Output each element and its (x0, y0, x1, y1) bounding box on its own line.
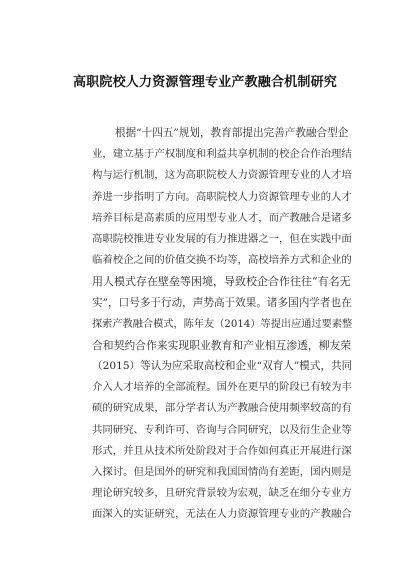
body-line: 探索产教融合模式，陈年友（2014）等提出应通过要素整 (92, 318, 353, 330)
document-body (92, 123, 352, 526)
body-line: 高职院校推进专业发展的有力推进器之一，但在实践中面 (92, 232, 352, 245)
body-line: 实”，口号多于行动，声势高于效果。诸多国内学者也在 (92, 296, 352, 309)
body-line: 硕的研究成果，部分学者认为产教融合使用频率较高的有 (92, 402, 352, 415)
body-line: 理论研究较多，且研究背景较为宏观，缺乏在细分专业方 (92, 487, 352, 500)
body-line: 介入人才培养的全部流程。国外在更早的阶段已有较为丰 (92, 381, 352, 394)
body-line: 根据“十四五”规划，教育部提出完善产教融合型企 (115, 127, 349, 139)
body-line: （2015）等认为应采取高校和企业“双育人”模式，共同 (92, 360, 353, 373)
body-line: 面深入的实证研究，无法在人力资源管理专业的产教融合 (92, 508, 352, 521)
body-line: 共同研究、专利许可、咨询与合同研究，以及衍生企业等 (92, 423, 352, 436)
body-line: 养进一步指明了方向。高职院校人力资源管理专业的人才 (92, 190, 352, 203)
body-line: 业，建立基于产权制度和利益共享机制的校企合作治理结 (92, 148, 352, 161)
body-line: 构与运行机制，这为高职院校人力资源管理专业的人才培 (92, 169, 352, 182)
body-line: 培养目标是高素质的应用型专业人才，而产教融合是诸多 (92, 211, 352, 224)
body-line: 入探讨。但是国外的研究和我国国情尚有差距，国内则是 (92, 466, 352, 478)
body-line: 临着校企之间的价值交换不均等，高校培养方式和企业的 (92, 254, 352, 267)
document-title: 高职院校人力资源管理专业产教融合机制研究 (72, 75, 337, 90)
body-line: 形式，并且从技术所处阶段对于合作如何真正开展进行深 (92, 444, 352, 457)
body-line: 用人模式存在壁垒等困境，导致校企合作往往“有名无 (92, 275, 351, 289)
body-line: 合和契约合作来实现职业教育和产业相互渗透，柳友荣 (92, 338, 352, 352)
